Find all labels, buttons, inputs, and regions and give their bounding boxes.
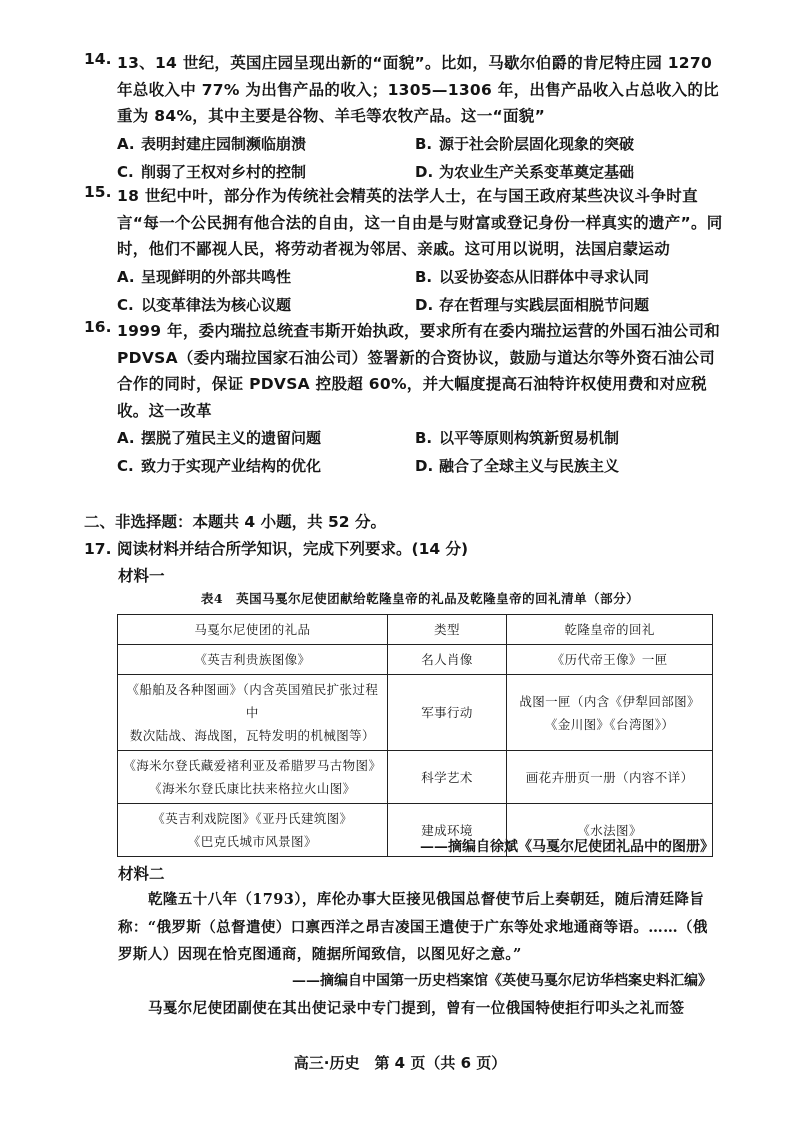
gift-cell: 《英吉利贵族图像》 xyxy=(118,645,388,675)
option-a: A. 呈现鲜明的外部共鸣性 xyxy=(117,267,292,286)
gift-table xyxy=(117,614,713,857)
question-15 xyxy=(84,183,724,319)
table-header: 类型 xyxy=(387,615,506,645)
source-citation-1: ——摘编自徐斌《马戛尔尼使团礼品中的图册》 xyxy=(420,839,714,855)
return-cell: 画花卉册页一册（内容不详） xyxy=(507,751,713,804)
type-cell: 建成环境 xyxy=(387,804,506,857)
option-d: D. 存在哲理与实践层面相脱节问题 xyxy=(415,295,650,314)
table-header-row xyxy=(118,615,713,645)
question-16 xyxy=(84,318,724,480)
options xyxy=(117,263,724,319)
question-number: 14. xyxy=(84,50,112,68)
gift-cell: 《船舶及各种图画》（内含英国殖民扩张过程中 数次陆战、海战图，瓦特发明的机械图等） xyxy=(118,675,388,751)
type-cell: 军事行动 xyxy=(387,675,506,751)
return-cell: 战图一匣（内含《伊犁回部图》 《金川图》《台湾图》） xyxy=(507,675,713,751)
options xyxy=(117,130,724,186)
question-number: 16. xyxy=(84,318,112,336)
material-2-continuation: 马戛尔尼使团副使在其出使记录中专门提到，曾有一位俄国特使拒行叩头之礼而签 xyxy=(148,1000,685,1017)
option-b: B. 源于社会阶层固化现象的突破 xyxy=(415,134,635,153)
type-cell: 科学艺术 xyxy=(387,751,506,804)
options xyxy=(117,424,724,480)
option-b: B. 以妥协姿态从旧群体中寻求认同 xyxy=(415,267,650,286)
option-a: A. 摆脱了殖民主义的遗留问题 xyxy=(117,429,322,447)
table-row xyxy=(118,645,713,675)
table-caption: 表4 英国马戛尔尼使团献给乾隆皇帝的礼品及乾隆皇帝的回礼清单（部分） xyxy=(200,591,640,606)
option-d: D. 融合了全球主义与民族主义 xyxy=(415,457,620,475)
page-footer: 高三·历史 第 4 页（共 6 页） xyxy=(293,1054,507,1072)
material-2-text: 乾隆五十八年（1793），库伦办事大臣接见俄国总督使节后上奏朝廷，随后清廷降旨称：“俄罗斯（总督遣使）口禀西洋之昂吉凌国王遣使于广东等处求地通商等语。……（俄罗斯人）因现在恰克图通商，随据所闻致信，以图见好之意。” xyxy=(118,891,708,963)
table-row xyxy=(118,675,713,751)
option-b: B. 以平等原则构筑新贸易机制 xyxy=(415,429,620,447)
question-prompt: 阅读材料并结合所学知识，完成下列要求。(14 分) xyxy=(117,540,469,558)
return-cell: 《历代帝王像》一匣 xyxy=(507,645,713,675)
question-stem: 13、14 世纪，英国庄园呈现出新的“面貌”。比如，马歇尔伯爵的肯尼特庄园 1270 年总收入中 77% 为出售产品的收入；1305—1306 年，出售产品收入占总收入的比重为 84%，其中主要是谷物、羊毛等农牧产品。这一“面貌” xyxy=(117,54,719,125)
question-14 xyxy=(84,50,724,186)
option-d: D. 为农业生产关系变革奠定基础 xyxy=(415,162,635,181)
question-17-prompt xyxy=(84,537,468,559)
table-row xyxy=(118,751,713,804)
option-c: C. 致力于实现产业结构的优化 xyxy=(117,457,322,475)
table-header: 乾隆皇帝的回礼 xyxy=(507,615,713,645)
question-stem: 18 世纪中叶，部分作为传统社会精英的法学人士，在与国王政府某些决议斗争时直言“每一个公民拥有他合法的自由，这一自由是与财富或登记身份一样真实的遗产”。同时，他们不鄙视人民，将劳动者视为邻居、亲戚。这可用以说明，法国启蒙运动 xyxy=(117,187,723,258)
gift-cell: 《英吉利戏院图》《亚丹氏建筑图》 《巴克氏城市风景图》 xyxy=(118,804,388,857)
question-number: 17. xyxy=(84,540,112,558)
option-c: C. 以变革律法为核心议题 xyxy=(117,295,292,314)
material-1-label: 材料一 xyxy=(118,567,165,585)
table-header: 马戛尔尼使团的礼品 xyxy=(118,615,388,645)
type-cell: 名人肖像 xyxy=(387,645,506,675)
option-c: C. 削弱了王权对乡村的控制 xyxy=(117,162,307,181)
material-2-label: 材料二 xyxy=(118,865,165,883)
option-a: A. 表明封建庄园制濒临崩溃 xyxy=(117,134,307,153)
section-heading: 二、非选择题：本题共 4 小题，共 52 分。 xyxy=(84,513,386,531)
gift-cell: 《海米尔登氏藏爱褚利亚及希腊罗马古物图》 《海米尔登氏康比扶来格拉火山图》 xyxy=(118,751,388,804)
question-number: 15. xyxy=(84,183,112,201)
question-stem: 1999 年，委内瑞拉总统查韦斯开始执政，要求所有在委内瑞拉运营的外国石油公司和 PDVSA（委内瑞拉国家石油公司）签署新的合资协议，鼓励与道达尔等外资石油公司合作的同时，保证 PDVSA 控股超 60%，并大幅度提高石油特许权使用费和对应税收。这一改革 xyxy=(117,322,721,420)
return-cell: 《水法图》 xyxy=(507,804,713,857)
source-citation-2: ——摘编自中国第一历史档案馆《英使马戛尔尼访华档案史料汇编》 xyxy=(292,973,712,989)
